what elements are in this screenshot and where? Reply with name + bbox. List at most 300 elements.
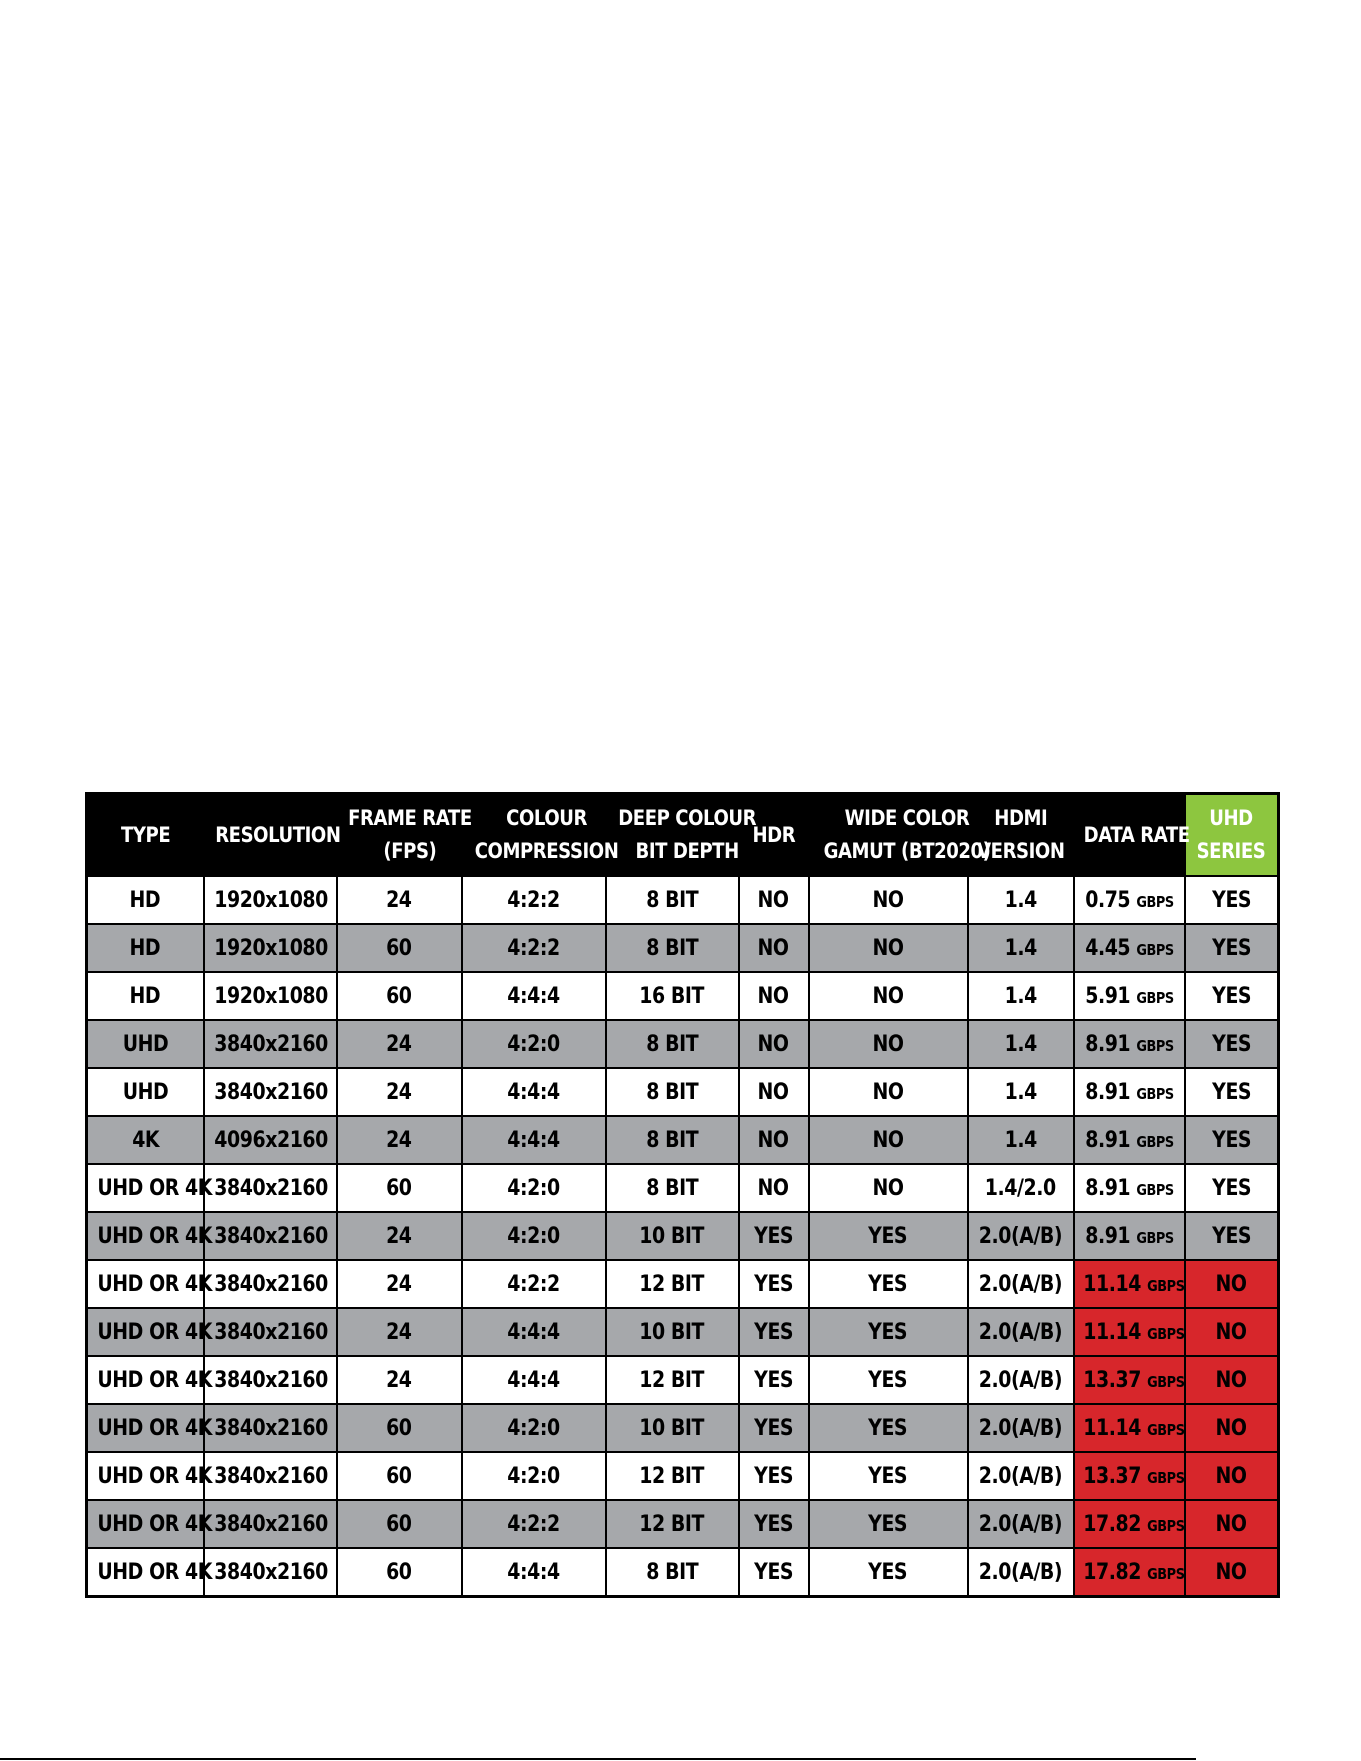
cell-wide-color-gamut xyxy=(809,1164,968,1212)
cell-value: 1.4 xyxy=(1004,887,1037,913)
cell-value: NO xyxy=(757,1079,790,1105)
cell-value: 13.37 xyxy=(1082,1367,1141,1393)
cell-type xyxy=(87,1356,213,1404)
cell-value: 1.4/2.0 xyxy=(985,1175,1056,1201)
cell-data-rate xyxy=(1074,1356,1185,1404)
cell-type xyxy=(87,1404,213,1452)
unit-label: GBPS xyxy=(1146,1372,1185,1391)
cell-data-rate xyxy=(1074,924,1185,972)
cell-colour-compression xyxy=(462,1452,606,1500)
unit-label: GBPS xyxy=(1135,1084,1174,1103)
cell-type xyxy=(87,1548,213,1597)
cell-resolution xyxy=(204,924,337,972)
cell-value: 8 BIT xyxy=(646,887,698,913)
cell-frame-rate xyxy=(337,1452,462,1500)
cell-bit-depth xyxy=(606,1068,739,1116)
cell-bit-depth xyxy=(606,1020,739,1068)
cell-hdr xyxy=(739,1500,809,1548)
cell-hdmi-version xyxy=(968,1356,1074,1404)
cell-value: YES xyxy=(754,1319,793,1345)
cell-value: 12 BIT xyxy=(639,1271,705,1297)
cell-hdr xyxy=(739,1308,809,1356)
cell-resolution xyxy=(204,876,337,924)
cell-hdr xyxy=(739,1260,809,1308)
cell-bit-depth xyxy=(606,1212,739,1260)
bottom-rule xyxy=(0,1758,1196,1760)
cell-uhd-series xyxy=(1185,1116,1279,1164)
cell-hdr xyxy=(739,1068,809,1116)
cell-value: YES xyxy=(1211,887,1251,913)
table-row xyxy=(87,924,1279,972)
table-row xyxy=(87,1452,1279,1500)
cell-hdr xyxy=(739,1212,809,1260)
cell-value: YES xyxy=(868,1271,908,1297)
cell-value: 8 BIT xyxy=(646,1127,698,1153)
cell-frame-rate xyxy=(337,1404,462,1452)
cell-value: 3840x2160 xyxy=(213,1319,328,1345)
cell-wide-color-gamut xyxy=(809,1548,968,1597)
cell-wide-color-gamut xyxy=(809,1260,968,1308)
cell-value: NO xyxy=(1215,1367,1247,1393)
cell-colour-compression xyxy=(462,1212,606,1260)
cell-value: 11.14 xyxy=(1082,1271,1141,1297)
cell-type xyxy=(87,1164,213,1212)
cell-wide-color-gamut xyxy=(809,1020,968,1068)
cell-resolution xyxy=(204,1308,337,1356)
table-row xyxy=(87,1068,1279,1116)
unit-label: GBPS xyxy=(1135,1180,1174,1199)
cell-frame-rate xyxy=(337,1308,462,1356)
cell-wide-color-gamut xyxy=(809,1212,968,1260)
cell-value: YES xyxy=(1211,935,1251,961)
cell-colour-compression xyxy=(462,1260,606,1308)
cell-wide-color-gamut xyxy=(809,1500,968,1548)
cell-value: 8 BIT xyxy=(646,1031,698,1057)
header-bit-depth: DEEP COLOUR BIT DEPTH xyxy=(606,794,739,877)
cell-value: 4096x2160 xyxy=(213,1127,328,1153)
cell-value: 1920x1080 xyxy=(213,935,328,961)
cell-resolution xyxy=(204,1212,337,1260)
cell-value: NO xyxy=(757,1127,790,1153)
cell-resolution xyxy=(204,1164,337,1212)
cell-uhd-series xyxy=(1185,1356,1279,1404)
cell-value: 13.37 xyxy=(1082,1463,1141,1489)
cell-value: HD xyxy=(129,887,161,913)
cell-hdmi-version xyxy=(968,1500,1074,1548)
cell-value: HD xyxy=(129,935,161,961)
cell-value: YES xyxy=(1211,1127,1251,1153)
cell-resolution xyxy=(204,1068,337,1116)
cell-uhd-series xyxy=(1185,1260,1279,1308)
cell-value: HD xyxy=(129,983,161,1009)
cell-hdmi-version xyxy=(968,1404,1074,1452)
cell-data-rate xyxy=(1074,1212,1185,1260)
cell-value: 12 BIT xyxy=(639,1367,705,1393)
cell-hdmi-version xyxy=(968,1212,1074,1260)
cell-data-rate xyxy=(1074,1452,1185,1500)
cell-frame-rate xyxy=(337,1212,462,1260)
cell-hdr xyxy=(739,972,809,1020)
cell-value: 17.82 xyxy=(1082,1511,1141,1537)
cell-uhd-series xyxy=(1185,924,1279,972)
cell-hdmi-version xyxy=(968,1260,1074,1308)
cell-value: YES xyxy=(1211,983,1251,1009)
cell-value: 3840x2160 xyxy=(213,1223,328,1249)
cell-wide-color-gamut xyxy=(809,1356,968,1404)
cell-value: UHD xyxy=(122,1031,169,1057)
cell-value: YES xyxy=(754,1463,793,1489)
cell-hdmi-version xyxy=(968,924,1074,972)
cell-value: 3840x2160 xyxy=(213,1415,328,1441)
cell-value: 4:2:0 xyxy=(507,1031,560,1057)
cell-resolution xyxy=(204,1116,337,1164)
cell-value: 3840x2160 xyxy=(213,1271,328,1297)
cell-value: 1.4 xyxy=(1004,935,1037,961)
cell-value: 4:2:0 xyxy=(507,1415,560,1441)
cell-wide-color-gamut xyxy=(809,1404,968,1452)
cell-resolution xyxy=(204,1260,337,1308)
cell-value: NO xyxy=(1215,1463,1247,1489)
cell-value: YES xyxy=(754,1367,793,1393)
cell-resolution xyxy=(204,1548,337,1597)
cell-value: 60 xyxy=(386,1175,412,1201)
cell-type xyxy=(87,1452,213,1500)
cell-frame-rate xyxy=(337,1356,462,1404)
cell-type xyxy=(87,1068,204,1116)
cell-hdr xyxy=(739,1548,809,1597)
cell-value: 24 xyxy=(386,887,412,913)
cell-uhd-series xyxy=(1185,1212,1279,1260)
table-row xyxy=(87,972,1279,1020)
cell-hdmi-version xyxy=(968,876,1074,924)
cell-value: 4:2:2 xyxy=(507,1511,560,1537)
cell-value: 1.4 xyxy=(1004,983,1037,1009)
cell-value: NO xyxy=(872,1031,904,1057)
table-row xyxy=(87,1548,1279,1597)
cell-value: 60 xyxy=(386,1511,412,1537)
cell-frame-rate xyxy=(337,876,462,924)
cell-resolution xyxy=(204,1020,337,1068)
cell-hdmi-version xyxy=(968,1020,1074,1068)
cell-hdmi-version xyxy=(968,1548,1074,1597)
table-row xyxy=(87,1020,1279,1068)
unit-label: GBPS xyxy=(1146,1276,1185,1295)
cell-resolution xyxy=(204,1452,337,1500)
cell-hdmi-version xyxy=(968,1308,1074,1356)
cell-colour-compression xyxy=(462,1164,606,1212)
cell-value: 4:4:4 xyxy=(507,1127,560,1153)
cell-value: YES xyxy=(1211,1175,1251,1201)
cell-value: 60 xyxy=(386,1463,412,1489)
cell-hdr xyxy=(739,876,809,924)
cell-value: 12 BIT xyxy=(639,1463,705,1489)
cell-value: 3840x2160 xyxy=(213,1463,328,1489)
cell-resolution xyxy=(204,1404,337,1452)
cell-value: YES xyxy=(868,1319,908,1345)
cell-frame-rate xyxy=(337,1548,462,1597)
cell-value: 4:4:4 xyxy=(507,1319,560,1345)
cell-data-rate xyxy=(1074,1164,1185,1212)
cell-value: NO xyxy=(872,887,904,913)
cell-value: 17.82 xyxy=(1082,1559,1141,1585)
cell-value: 60 xyxy=(386,1415,412,1441)
cell-value: YES xyxy=(868,1463,908,1489)
cell-type xyxy=(87,876,204,924)
cell-value: 16 BIT xyxy=(639,983,705,1009)
cell-uhd-series xyxy=(1185,1164,1279,1212)
cell-value: NO xyxy=(872,1127,904,1153)
unit-label: GBPS xyxy=(1146,1516,1185,1535)
cell-value: 24 xyxy=(386,1223,412,1249)
cell-bit-depth xyxy=(606,1452,739,1500)
cell-value: 4:2:2 xyxy=(507,935,560,961)
cell-type xyxy=(87,1500,213,1548)
cell-value: NO xyxy=(1215,1319,1247,1345)
unit-label: GBPS xyxy=(1146,1564,1185,1583)
cell-value: 8.91 xyxy=(1084,1079,1130,1105)
cell-value: 8 BIT xyxy=(646,1559,698,1585)
cell-value: 2.0(A/B) xyxy=(978,1463,1063,1489)
cell-value: YES xyxy=(754,1559,793,1585)
cell-value: 8.91 xyxy=(1084,1223,1130,1249)
cell-value: UHD OR 4K xyxy=(97,1175,213,1201)
cell-bit-depth xyxy=(606,1164,739,1212)
cell-uhd-series xyxy=(1185,1068,1279,1116)
cell-hdr xyxy=(739,1404,809,1452)
cell-wide-color-gamut xyxy=(809,1116,968,1164)
cell-value: YES xyxy=(1211,1031,1251,1057)
cell-value: 3840x2160 xyxy=(213,1079,328,1105)
cell-data-rate xyxy=(1074,1308,1185,1356)
cell-hdmi-version xyxy=(968,1164,1074,1212)
table-row xyxy=(87,1116,1279,1164)
cell-value: 2.0(A/B) xyxy=(978,1415,1063,1441)
cell-value: 1.4 xyxy=(1004,1127,1037,1153)
cell-bit-depth xyxy=(606,1116,739,1164)
cell-value: 2.0(A/B) xyxy=(978,1511,1063,1537)
cell-bit-depth xyxy=(606,1548,739,1597)
cell-uhd-series xyxy=(1185,1404,1279,1452)
cell-value: 8 BIT xyxy=(646,935,698,961)
cell-value: 1.4 xyxy=(1004,1031,1037,1057)
cell-resolution xyxy=(204,972,337,1020)
table-row xyxy=(87,1404,1279,1452)
cell-frame-rate xyxy=(337,1164,462,1212)
cell-wide-color-gamut xyxy=(809,1452,968,1500)
cell-bit-depth xyxy=(606,924,739,972)
cell-hdr xyxy=(739,924,809,972)
table-row xyxy=(87,1212,1279,1260)
cell-uhd-series xyxy=(1185,1308,1279,1356)
cell-value: UHD OR 4K xyxy=(97,1511,213,1537)
header-type: TYPE xyxy=(87,794,204,877)
cell-hdr xyxy=(739,1116,809,1164)
cell-value: 3840x2160 xyxy=(213,1175,328,1201)
unit-label: GBPS xyxy=(1146,1468,1185,1487)
cell-type xyxy=(87,1260,213,1308)
cell-value: 24 xyxy=(386,1127,412,1153)
cell-value: 2.0(A/B) xyxy=(978,1319,1063,1345)
cell-uhd-series xyxy=(1185,876,1279,924)
cell-uhd-series xyxy=(1185,1500,1279,1548)
header-hdmi-version: HDMI VERSION xyxy=(968,794,1074,877)
cell-value: 8.91 xyxy=(1084,1175,1130,1201)
cell-value: NO xyxy=(1215,1415,1247,1441)
header-uhd-series: UHD SERIES xyxy=(1185,794,1279,877)
cell-value: 3840x2160 xyxy=(213,1367,328,1393)
cell-frame-rate xyxy=(337,924,462,972)
unit-label: GBPS xyxy=(1135,1132,1174,1151)
cell-value: UHD OR 4K xyxy=(97,1223,213,1249)
cell-value: 3840x2160 xyxy=(213,1559,328,1585)
cell-value: 5.91 xyxy=(1084,983,1130,1009)
cell-value: 24 xyxy=(386,1079,412,1105)
cell-value: 8 BIT xyxy=(646,1079,698,1105)
cell-value: 2.0(A/B) xyxy=(978,1223,1063,1249)
cell-wide-color-gamut xyxy=(809,876,968,924)
cell-data-rate xyxy=(1074,1404,1185,1452)
cell-value: NO xyxy=(757,1031,790,1057)
unit-label: GBPS xyxy=(1135,988,1174,1007)
cell-value: UHD OR 4K xyxy=(97,1463,213,1489)
cell-type xyxy=(87,1116,204,1164)
cell-colour-compression xyxy=(462,1548,606,1597)
cell-frame-rate xyxy=(337,1500,462,1548)
cell-hdr xyxy=(739,1452,809,1500)
cell-value: 8 BIT xyxy=(646,1175,698,1201)
cell-resolution xyxy=(204,1500,337,1548)
cell-value: 4:2:0 xyxy=(507,1175,560,1201)
cell-value: NO xyxy=(872,1079,904,1105)
cell-value: UHD OR 4K xyxy=(97,1271,213,1297)
cell-value: UHD xyxy=(122,1079,169,1105)
cell-value: YES xyxy=(1211,1223,1251,1249)
cell-value: 4:4:4 xyxy=(507,1559,560,1585)
cell-data-rate xyxy=(1074,876,1185,924)
cell-data-rate xyxy=(1074,1260,1185,1308)
cell-uhd-series xyxy=(1185,1452,1279,1500)
cell-bit-depth xyxy=(606,1260,739,1308)
cell-wide-color-gamut xyxy=(809,972,968,1020)
cell-value: YES xyxy=(754,1271,793,1297)
cell-frame-rate xyxy=(337,1020,462,1068)
header-colour-compression: COLOUR COMPRESSION xyxy=(462,794,606,877)
cell-colour-compression xyxy=(462,1500,606,1548)
cell-uhd-series xyxy=(1185,972,1279,1020)
header-resolution: RESOLUTION xyxy=(204,794,337,877)
unit-label: GBPS xyxy=(1135,1036,1174,1055)
cell-value: YES xyxy=(868,1559,908,1585)
cell-value: 10 BIT xyxy=(639,1415,705,1441)
cell-value: YES xyxy=(868,1223,908,1249)
cell-value: YES xyxy=(1211,1079,1251,1105)
cell-value: NO xyxy=(872,935,904,961)
cell-value: 2.0(A/B) xyxy=(978,1271,1063,1297)
cell-uhd-series xyxy=(1185,1020,1279,1068)
cell-value: NO xyxy=(757,1175,790,1201)
cell-bit-depth xyxy=(606,1500,739,1548)
cell-colour-compression xyxy=(462,1404,606,1452)
table-row xyxy=(87,1164,1279,1212)
header-data-rate: DATA RATE xyxy=(1074,794,1185,877)
unit-label: GBPS xyxy=(1146,1324,1185,1343)
cell-value: 4:2:2 xyxy=(507,887,560,913)
cell-value: YES xyxy=(754,1223,793,1249)
cell-value: UHD OR 4K xyxy=(97,1415,213,1441)
cell-value: 4:4:4 xyxy=(507,1079,560,1105)
cell-wide-color-gamut xyxy=(809,924,968,972)
unit-label: GBPS xyxy=(1135,1228,1174,1247)
cell-colour-compression xyxy=(462,1068,606,1116)
cell-frame-rate xyxy=(337,1116,462,1164)
cell-value: 4:4:4 xyxy=(507,1367,560,1393)
cell-value: 8.91 xyxy=(1084,1031,1130,1057)
cell-bit-depth xyxy=(606,972,739,1020)
cell-bit-depth xyxy=(606,876,739,924)
cell-data-rate xyxy=(1074,1500,1185,1548)
cell-value: 60 xyxy=(386,983,412,1009)
cell-wide-color-gamut xyxy=(809,1308,968,1356)
cell-value: YES xyxy=(754,1511,793,1537)
cell-bit-depth xyxy=(606,1356,739,1404)
cell-type xyxy=(87,924,204,972)
cell-value: 2.0(A/B) xyxy=(978,1367,1063,1393)
table-row xyxy=(87,1308,1279,1356)
cell-value: UHD OR 4K xyxy=(97,1559,213,1585)
cell-value: 3840x2160 xyxy=(213,1031,328,1057)
cell-value: 24 xyxy=(386,1319,412,1345)
cell-value: YES xyxy=(754,1415,793,1441)
cell-colour-compression xyxy=(462,1308,606,1356)
header-hdr: HDR xyxy=(739,794,809,877)
cell-value: 10 BIT xyxy=(639,1223,705,1249)
cell-colour-compression xyxy=(462,924,606,972)
header-frame-rate: FRAME RATE (FPS) xyxy=(337,794,462,877)
cell-hdmi-version xyxy=(968,1068,1074,1116)
cell-value: UHD OR 4K xyxy=(97,1319,213,1345)
cell-value: 24 xyxy=(386,1367,412,1393)
cell-hdmi-version xyxy=(968,972,1074,1020)
cell-value: 1920x1080 xyxy=(213,887,328,913)
cell-value: 1920x1080 xyxy=(213,983,328,1009)
cell-value: NO xyxy=(1215,1271,1247,1297)
cell-hdr xyxy=(739,1356,809,1404)
cell-uhd-series xyxy=(1185,1548,1279,1597)
cell-bit-depth xyxy=(606,1308,739,1356)
hdmi-spec-table xyxy=(85,792,1280,1598)
cell-frame-rate xyxy=(337,1260,462,1308)
cell-type xyxy=(87,1308,213,1356)
cell-type xyxy=(87,1020,204,1068)
cell-colour-compression xyxy=(462,876,606,924)
cell-hdmi-version xyxy=(968,1116,1074,1164)
cell-value: 11.14 xyxy=(1082,1415,1141,1441)
cell-value: 60 xyxy=(386,935,412,961)
cell-value: 1.4 xyxy=(1004,1079,1037,1105)
table-row xyxy=(87,1500,1279,1548)
cell-value: YES xyxy=(868,1511,908,1537)
cell-colour-compression xyxy=(462,972,606,1020)
cell-value: 4:4:4 xyxy=(507,983,560,1009)
cell-data-rate xyxy=(1074,1068,1185,1116)
cell-value: NO xyxy=(872,1175,904,1201)
cell-value: 2.0(A/B) xyxy=(978,1559,1063,1585)
cell-value: 4K xyxy=(131,1127,159,1153)
cell-value: NO xyxy=(757,935,790,961)
cell-resolution xyxy=(204,1356,337,1404)
cell-value: 11.14 xyxy=(1082,1319,1141,1345)
unit-label: GBPS xyxy=(1135,940,1174,959)
